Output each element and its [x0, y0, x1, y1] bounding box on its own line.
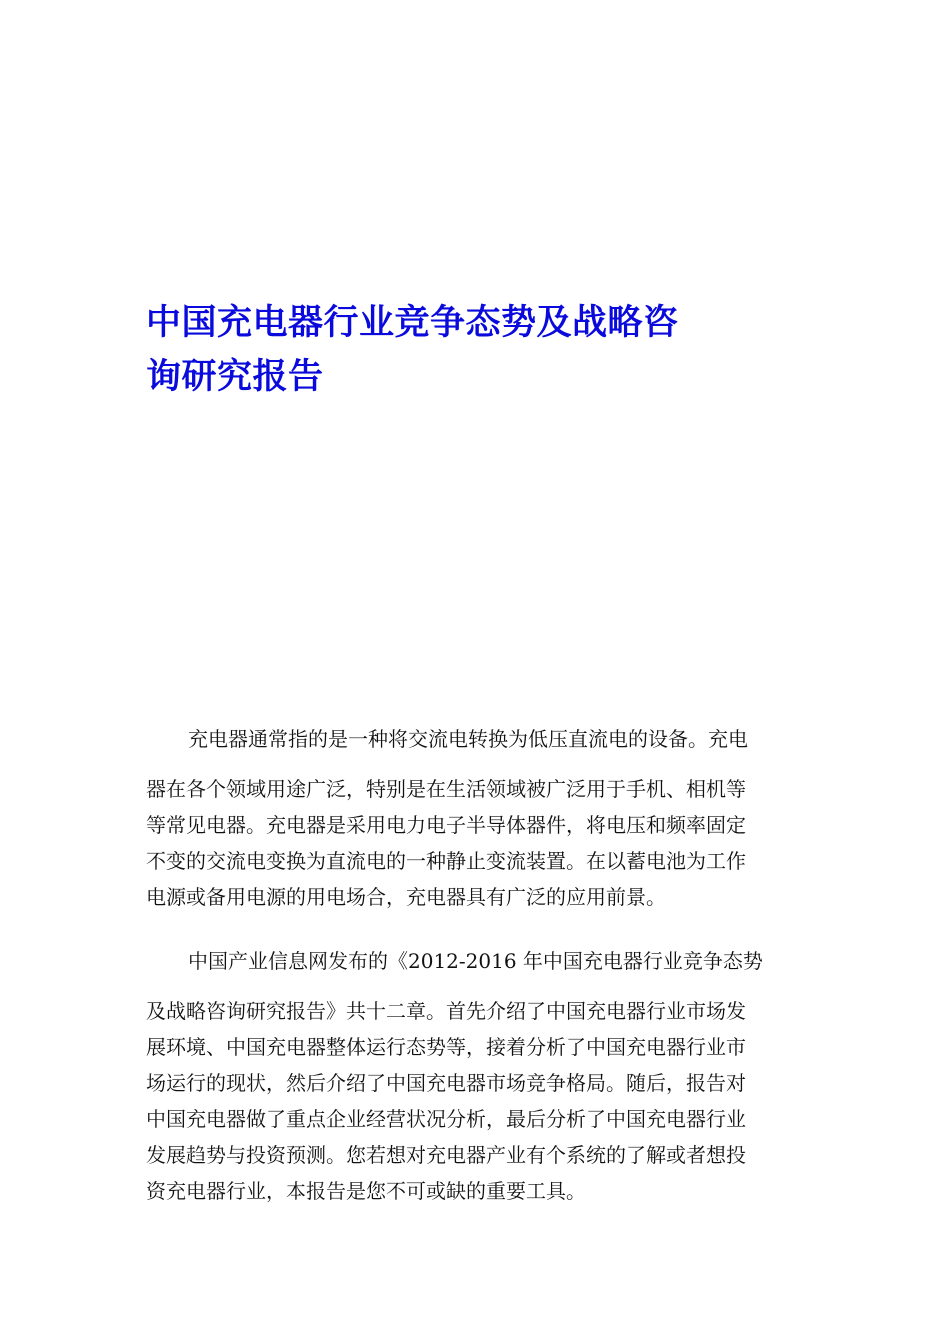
report-summary-paragraph	[146, 943, 808, 1209]
paragraph-line: 资充电器行业，本报告是您不可或缺的重要工具。	[146, 1179, 586, 1203]
paragraph-line: 场运行的现状，然后介绍了中国充电器市场竞争格局。随后，报告对	[146, 1071, 746, 1095]
paragraph-line: 电源或备用电源的用电场合，充电器具有广泛的应用前景。	[146, 885, 666, 909]
paragraph-line: 展环境、中国充电器整体运行态势等，接着分析了中国充电器行业市	[146, 1035, 746, 1059]
title-line-2: 询研究报告	[146, 357, 324, 397]
paragraph-line: 器在各个领域用途广泛，特别是在生活领域被广泛用于手机、相机等	[146, 777, 746, 801]
paragraph-line: 中国产业信息网发布的《2012-2016 年中国充电器行业竞争态势	[188, 949, 763, 973]
paragraph-line: 发展趋势与投资预测。您若想对充电器产业有个系统的了解或者想投	[146, 1143, 746, 1167]
paragraph-line: 充电器通常指的是一种将交流电转换为低压直流电的设备。充电	[188, 727, 748, 751]
document-title	[146, 296, 806, 404]
paragraph-line: 及战略咨询研究报告》共十二章。首先介绍了中国充电器行业市场发	[146, 999, 746, 1023]
title-line-1: 中国充电器行业竞争态势及战略咨	[146, 303, 679, 343]
paragraph-line: 等常见电器。充电器是采用电力电子半导体器件，将电压和频率固定	[146, 813, 746, 837]
intro-paragraph	[146, 721, 808, 915]
paragraph-line: 不变的交流电变换为直流电的一种静止变流装置。在以蓄电池为工作	[146, 849, 746, 873]
paragraph-line: 中国充电器做了重点企业经营状况分析，最后分析了中国充电器行业	[146, 1107, 746, 1131]
